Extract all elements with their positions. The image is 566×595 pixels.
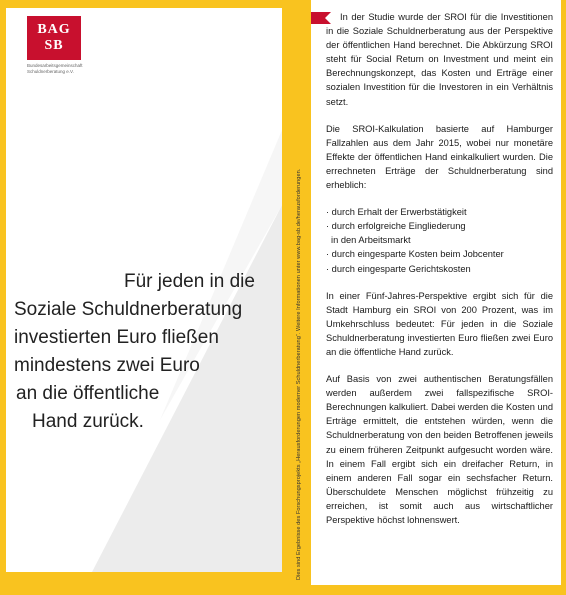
- left-panel: [0, 0, 282, 595]
- list-item: · durch eingesparte Gerichtskosten: [326, 263, 471, 274]
- paragraph-result: In einer Fünf-Jahres-Perspektive ergibt sich für die Stadt Hamburg ein SROI von 200 Prozent, was im Umkehrschluss bedeutet: Für jeden in die Soziale Schuldnerberatung investierten Euro fließen zwei Euro an die öffentliche Hand zurück.: [326, 290, 553, 357]
- paragraph-intro: In der Studie wurde der SROI für die Investitionen in die Soziale Schuldnerberatung aus der Perspektive der öffentlichen Hand berechnet. Die Abkürzung SROI steht für Social Return on Investment und meint ein Berechnungskonzept, das Kosten und Erträge einer sozialen Investition für die Investoren in ein Verhältnis setzt.: [326, 12, 553, 107]
- logo-text-line1: BAG: [37, 22, 71, 37]
- list-item: · durch erfolgreiche Eingliederung: [326, 221, 466, 232]
- headline-line: Soziale Schuldnerberatung: [14, 299, 243, 320]
- bagsb-logo: [27, 16, 81, 60]
- paragraph-calculation: Die SROI-Kalkulation basierte auf Hamburger Fallzahlen aus dem Jahr 2015, wobei nur monetäre Effekte der öffentlichen Hand einkalkuliert wurden. Die errechneten Erträge der Schuldnerberatung sind erheblich:: [326, 123, 553, 191]
- headline-line: Hand zurück.: [32, 411, 144, 432]
- headline-line: investierten Euro fließen: [14, 327, 219, 348]
- list-item: · durch Erhalt der Erwerbstätigkeit: [326, 207, 467, 218]
- list-item: in den Arbeitsmarkt: [331, 235, 411, 246]
- right-bottom-accent-bar: [311, 585, 566, 595]
- headline-line: Für jeden in die: [124, 271, 255, 292]
- right-accent-bar: [561, 0, 566, 595]
- spine-text: Dies sind Ergebnisse des Forschungsprojekts „Herausforderungen moderner Schuldnerberatung“. Weitere Informationen unter www.bag-sb.de/herausforderungen.: [296, 168, 302, 580]
- returns-list: [326, 205, 553, 275]
- spine: [282, 0, 311, 595]
- headline-line: mindestens zwei Euro: [14, 355, 200, 376]
- list-item: · durch eingesparte Kosten beim Jobcenter: [326, 249, 504, 260]
- logo-text-line2: SB: [44, 38, 64, 53]
- headline-line: an die öffentliche: [16, 383, 160, 404]
- logo-subtitle: Bundesarbeitsgemeinschaft Schuldnerberatung e.V.: [27, 63, 83, 74]
- headline: [0, 268, 272, 436]
- paragraph-case-studies: Auf Basis von zwei authentischen Beratungsfällen werden außerdem zwei fallspezifische SROI-Berechnungen kalkuliert. Dabei werden die Kosten und Erträge ermittelt, die entstehen würden, wenn die Schuldnerberatung von den beiden Betroffenen jeweils zu einem früheren Zeitpunkt aufgesucht worden wäre. In einem Fall ergibt sich ein dreifacher Return, in einem anderen Fall sogar ein sechsfacher Return. Überschuldete Menschen möglichst frühzeitig zu erreichen, ist somit auch aus wirtschaftlicher Perspektive höchst lohnenswert.: [326, 374, 553, 525]
- body-text: [326, 10, 553, 540]
